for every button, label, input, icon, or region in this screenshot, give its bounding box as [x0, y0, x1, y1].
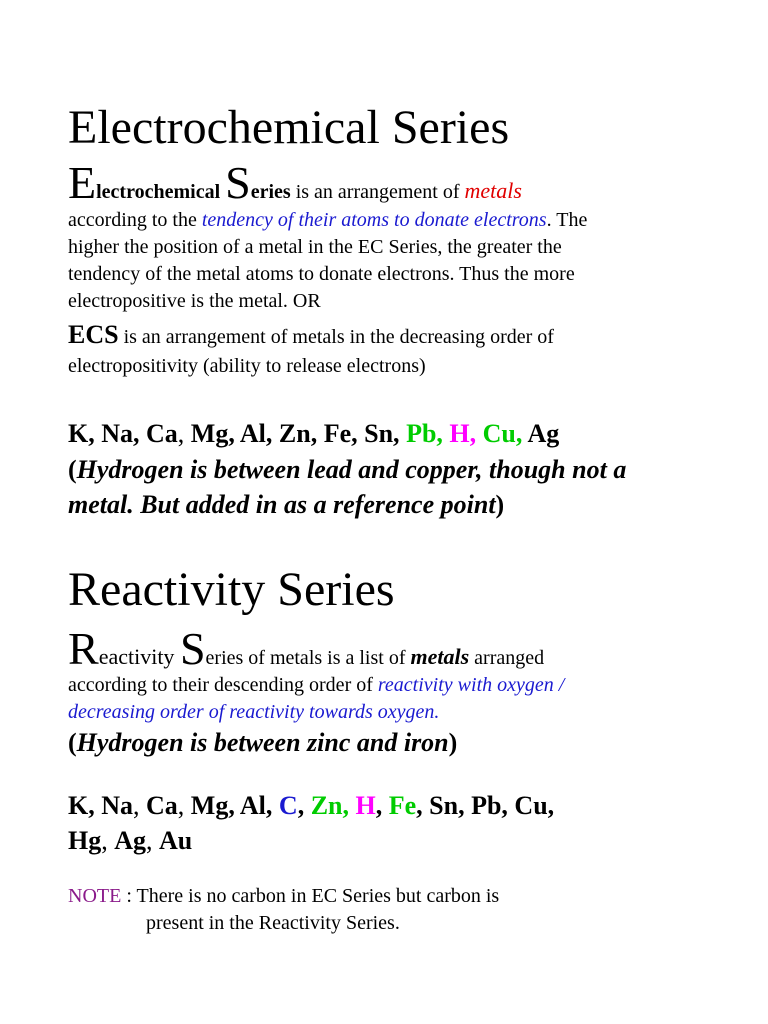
rs-word-reactivity: eactivity [98, 644, 180, 669]
rs-definition-line [68, 623, 545, 674]
metal-pb: Pb, [471, 791, 515, 820]
ecs-line-6-text: is an arrangement of metals in the decreasing order of [118, 326, 554, 348]
ecs-abbr: ECS [68, 320, 119, 349]
ecs-line-2 [68, 207, 587, 234]
footnote-line-1 [68, 885, 499, 908]
rs-sep: , [375, 791, 389, 820]
rs-note-text: Hydrogen is between zinc and iron [76, 728, 449, 757]
metal-sn: Sn, [429, 791, 472, 820]
rs-cap-r: R [68, 623, 99, 674]
metal-cu: Cu, [482, 419, 528, 448]
rs-reactivity-oxygen: reactivity with oxygen / [377, 674, 565, 696]
footnote-text-1: There is no carbon in EC Series but carbon is [136, 885, 500, 907]
rs-line-2-a: according to their descending order of [68, 674, 378, 696]
rs-note-close: ) [448, 728, 458, 757]
metal-ca: Ca [146, 419, 178, 448]
metal-au: Au [159, 826, 193, 855]
ecs-title: Electrochemical Series [68, 101, 510, 154]
ecs-note-2-text: metal. But added in as a reference point [68, 490, 496, 519]
ecs-note-close: ) [495, 490, 505, 519]
ecs-line-2-a: according to the [68, 209, 202, 231]
rs-sep: , [416, 791, 430, 820]
footnote-label: NOTE [68, 885, 122, 907]
rs-metals: metals [410, 644, 470, 669]
metal-al: Al, [239, 791, 279, 820]
metal-k: K, [68, 791, 102, 820]
ecs-tendency: tendency of their atoms to donate electrons [201, 209, 547, 231]
metal-cu: Cu, [514, 791, 555, 820]
ecs-line-5: electropositive is the metal. OR [68, 290, 321, 312]
rs-note [68, 728, 457, 758]
metal-hg: Hg [68, 826, 102, 855]
rs-sep: , [133, 791, 147, 820]
rs-line-3: decreasing order of reactivity towards oxygen. [68, 701, 440, 723]
rs-series-list-1 [68, 789, 554, 823]
ecs-metals: metals [464, 178, 522, 203]
metal-zn: Zn, [278, 419, 324, 448]
ecs-note-2 [68, 490, 504, 520]
metal-zn: Zn, [310, 791, 356, 820]
rs-note-open: ( [68, 728, 77, 757]
metal-na: Na, [101, 419, 147, 448]
metal-k: K, [68, 419, 102, 448]
metal-pb: Pb, [406, 419, 450, 448]
ecs-def-text: is an arrangement of [290, 181, 465, 203]
ecs-word-series: eries [250, 181, 291, 203]
ecs-line-7: electropositivity (ability to release electrons) [68, 355, 426, 377]
ecs-series-list [68, 417, 559, 451]
rs-sep: , [177, 791, 191, 820]
ecs-note-1 [68, 455, 626, 485]
ecs-cap-s: S [225, 157, 251, 208]
ecs-note-open: ( [68, 455, 77, 484]
metal-mg: Mg, [190, 419, 240, 448]
metal-ag: Ag [114, 826, 147, 855]
rs-line-2 [68, 672, 564, 699]
metal-al: Al, [239, 419, 279, 448]
footnote-line-2: present in the Reactivity Series. [146, 912, 400, 934]
element-h: H, [449, 419, 483, 448]
metal-ag: Ag [527, 419, 560, 448]
rs-def-text-2: arranged [469, 647, 545, 669]
metal-fe: Fe [388, 791, 417, 820]
ecs-sep: , [177, 419, 191, 448]
rs-sep: , [101, 826, 115, 855]
rs-sep: , [297, 791, 311, 820]
metal-mg: Mg, [190, 791, 240, 820]
ecs-note-1-text: Hydrogen is between lead and copper, though not a [76, 455, 627, 484]
metal-sn: Sn, [364, 419, 407, 448]
rs-sep: , [146, 826, 160, 855]
rs-cap-s: S [179, 623, 206, 674]
ecs-line-4: tendency of the metal atoms to donate electrons. Thus the more [68, 263, 575, 285]
footnote-sep: : [121, 885, 137, 907]
element-h: H [355, 791, 376, 820]
ecs-line-3: higher the position of a metal in the EC Series, the greater the [68, 236, 562, 258]
ecs-line-2-b: . The [546, 209, 588, 231]
rs-series-list-2 [68, 824, 192, 858]
metal-na: Na [101, 791, 134, 820]
metal-ca: Ca [146, 791, 178, 820]
element-c: C [278, 791, 298, 820]
ecs-word-electrochemical: lectrochemical [96, 181, 226, 203]
rs-title: Reactivity Series [68, 563, 395, 616]
ecs-cap-e: E [68, 157, 97, 208]
ecs-definition-line [68, 157, 522, 208]
metal-fe: Fe, [323, 419, 365, 448]
ecs-line-6 [68, 320, 554, 350]
rs-def-text: eries of metals is a list of [205, 647, 411, 669]
